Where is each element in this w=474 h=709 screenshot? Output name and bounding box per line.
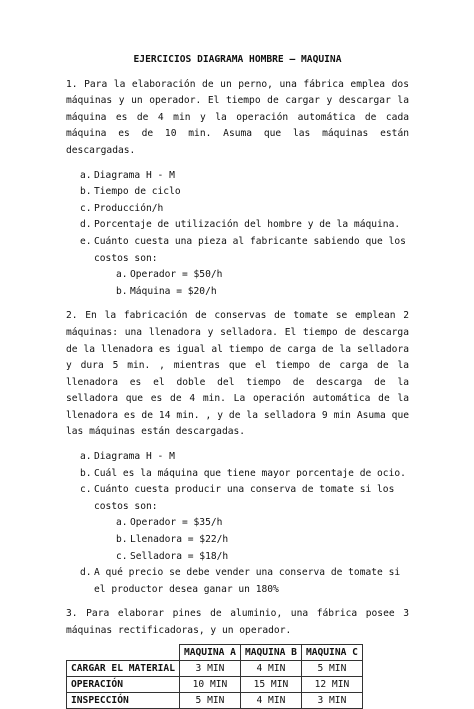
list-item: c. Cuánto cuesta producir una conserva de tomate si los costos son: a. Operador = $35/h b. Llenadora = $22/h c. Selladora = $18/h	[84, 482, 409, 565]
list-item: c. Selladora = $18/h	[116, 550, 229, 562]
list-item: b. Tiempo de ciclo	[80, 186, 181, 198]
list-item: c. Producción/h	[80, 202, 164, 214]
document-title: EJERCICIOS DIAGRAMA HOMBRE – MAQUINA	[133, 54, 342, 65]
column-header: MAQUINA A	[179, 644, 240, 660]
table-header-row	[67, 644, 363, 660]
exercise-1-intro: 1. Para la elaboración de un perno, una fábrica emplea dos máquinas y un operador. El tiempo de cargar y descargar la máquina es de 4 min y la operación automática de cada máquina es de 10 min. Asuma que las máquinas están descargadas.	[66, 78, 409, 156]
table-cell: 5 MIN	[179, 692, 240, 708]
table-cell: 15 MIN	[240, 676, 301, 692]
exercise-2-intro: 2. En la fabricación de conservas de tomate se emplean 2 máquinas: una llenadora y selladora. El tiempo de descarga de la llenadora es igual al tiempo de carga de la selladora y dura 5 min. , mientras que el tiempo de carga de la llenadora es el doble del tiempo de descarga de la selladora que es de 4 min. La operación automática de la llenadora es de 14 min. , y de la selladora 9 min Asuma que las máquinas están descargadas.	[66, 310, 409, 438]
machine-times-table	[66, 644, 363, 709]
table-row	[67, 660, 363, 676]
list-item: a. Operador = $50/h	[116, 269, 223, 281]
row-label: OPERACIÓN	[67, 676, 180, 692]
table-cell: 3 MIN	[179, 660, 240, 676]
exercise-3-intro: 3. Para elaborar pines de aluminio, una fábrica posee 3 máquinas rectificadoras, y un operador.	[66, 608, 409, 636]
table-cell: 10 MIN	[179, 676, 240, 692]
exercise-2-list	[66, 449, 409, 598]
table-row	[67, 692, 363, 708]
table-corner	[67, 644, 180, 660]
list-item: a. Operador = $35/h	[116, 517, 223, 529]
column-header: MAQUINA C	[301, 644, 362, 660]
list-item: b. Llenadora = $22/h	[116, 534, 229, 546]
column-header: MAQUINA B	[240, 644, 301, 660]
table-cell: 5 MIN	[301, 660, 362, 676]
table-cell: 3 MIN	[301, 692, 362, 708]
list-item: d. Porcentaje de utilización del hombre y de la máquina.	[80, 219, 401, 231]
list-item: b. Máquina = $20/h	[116, 285, 217, 297]
exercise-1-costs	[94, 267, 409, 300]
table-cell: 12 MIN	[301, 676, 362, 692]
list-item: b. Cuál es la máquina que tiene mayor porcentaje de ocio.	[80, 467, 406, 479]
list-item: a. Diagrama H - M	[80, 169, 175, 181]
table-cell: 4 MIN	[240, 660, 301, 676]
list-item: a. Diagrama H - M	[80, 451, 175, 463]
row-label: INSPECCIÓN	[67, 692, 180, 708]
exercise-1-list	[66, 168, 409, 301]
list-item: d. A qué precio se debe vender una conserva de tomate si el productor desea ganar un 180%	[80, 567, 401, 595]
table-row	[67, 676, 363, 692]
table-cell: 4 MIN	[240, 692, 301, 708]
exercise-2-costs	[94, 515, 409, 565]
list-item: e. Cuánto cuesta una pieza al fabricante sabiendo que los costos son: a. Operador = $50/h b. Máquina = $20/h	[84, 234, 409, 300]
row-label: CARGAR EL MATERIAL	[67, 660, 180, 676]
